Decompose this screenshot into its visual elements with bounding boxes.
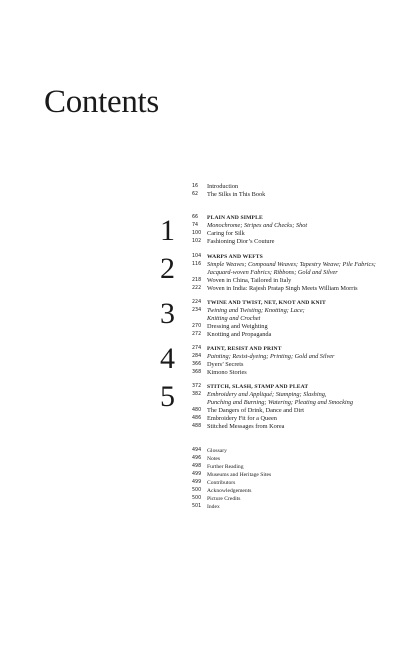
toc-entry-continued[interactable]: [192, 315, 415, 323]
page-number: 284: [192, 354, 202, 359]
entry-title: Contributors: [207, 480, 236, 486]
chapter-number-3: 3: [160, 297, 175, 330]
toc-entry[interactable]: [192, 415, 415, 423]
entry-title: The Silks in This Book: [207, 191, 266, 198]
chapter-number-5: 5: [160, 380, 175, 413]
page-number: 272: [192, 332, 202, 337]
toc-entry[interactable]: [192, 463, 415, 471]
page-number: 499: [192, 480, 202, 485]
entry-title: Woven in India: Rajesh Pratap Singh Meets William Morris: [207, 285, 358, 292]
entry-title: Picture Credits: [207, 496, 241, 502]
toc-entry[interactable]: [192, 222, 415, 230]
entry-title: Museums and Heritage Sites: [207, 472, 272, 478]
toc-entry[interactable]: [192, 238, 415, 246]
toc-entry[interactable]: [192, 369, 415, 377]
toc-entry[interactable]: [192, 307, 415, 315]
toc-entry[interactable]: [192, 277, 415, 285]
chapter-heading[interactable]: [192, 383, 415, 391]
chapter-title: PLAIN AND SIMPLE: [207, 215, 263, 221]
entry-title: Monochrome; Stripes and Checks; Shot: [207, 222, 308, 229]
page-number: 486: [192, 416, 202, 421]
toc-entry[interactable]: [192, 479, 415, 487]
toc-entry[interactable]: [192, 407, 415, 415]
toc-entry[interactable]: [192, 331, 415, 339]
page-number: 494: [192, 448, 202, 453]
toc-entry[interactable]: [192, 183, 415, 191]
page-number: 104: [192, 254, 202, 259]
toc-entry[interactable]: [192, 391, 415, 399]
page-number: 500: [192, 488, 202, 493]
entry-title: Kimono Stories: [207, 369, 247, 376]
chapter-1-section: [192, 214, 415, 246]
toc-entry[interactable]: [192, 503, 415, 511]
page-number: 74: [192, 223, 199, 228]
chapter-title: PAINT, RESIST AND PRINT: [207, 346, 282, 352]
entry-title: Index: [207, 504, 220, 510]
chapter-number-4: 4: [160, 342, 175, 375]
chapter-number-2: 2: [160, 252, 175, 285]
chapter-4-section: [192, 345, 415, 377]
entry-title: Jacquard-woven Fabrics; Ribbons; Gold and Silver: [207, 269, 338, 276]
chapter-heading[interactable]: [192, 299, 415, 307]
toc-entry[interactable]: [192, 285, 415, 293]
entry-title: Twining and Twisting; Knotting; Lace;: [207, 307, 305, 314]
toc-entry[interactable]: [192, 471, 415, 479]
toc-entry-continued[interactable]: [192, 399, 415, 407]
toc-entry[interactable]: [192, 191, 415, 199]
page-number: 372: [192, 384, 202, 389]
chapter-title: WARPS AND WEFTS: [207, 254, 263, 260]
page-number: 62: [192, 192, 199, 197]
page-number: 16: [192, 184, 199, 189]
entry-title: Caring for Silk: [207, 230, 245, 237]
toc-entry[interactable]: [192, 423, 415, 431]
entry-title: Stitched Messages from Korea: [207, 423, 285, 430]
entry-title: Painting; Resist-dyeing; Printing; Gold and Silver: [207, 353, 335, 360]
page-number: 270: [192, 324, 202, 329]
page-number: 102: [192, 239, 202, 244]
chapter-5-section: [192, 383, 415, 431]
entry-title: Acknowledgements: [207, 488, 252, 494]
page-number: 501: [192, 504, 202, 509]
toc-entry[interactable]: [192, 361, 415, 369]
entry-title: Fashioning Dior’s Couture: [207, 238, 275, 245]
page-number: 66: [192, 215, 199, 220]
entry-title: Dyers’ Secrets: [207, 361, 244, 368]
entry-title: Dressing and Weighting: [207, 323, 268, 330]
chapter-title: STITCH, SLASH, STAMP AND PLEAT: [207, 384, 309, 390]
page-number: 498: [192, 464, 202, 469]
entry-title: Embroidery and Appliqué; Stamping; Slashing,: [207, 391, 327, 398]
page-number: 224: [192, 300, 202, 305]
entry-title: Embroidery Fit for a Queen: [207, 415, 277, 422]
toc-entry[interactable]: [192, 230, 415, 238]
page-title: Contents: [44, 84, 159, 120]
toc-entry[interactable]: [192, 447, 415, 455]
toc-entry[interactable]: [192, 261, 415, 269]
page-number: 100: [192, 231, 202, 236]
entry-title: The Dangers of Drink, Dance and Dirt: [207, 407, 305, 414]
page-number: 366: [192, 362, 202, 367]
entry-title: Introduction: [207, 183, 239, 190]
page-number: 274: [192, 346, 202, 351]
page-number: 218: [192, 278, 202, 283]
entry-title: Knitting and Crochet: [207, 315, 261, 322]
chapter-heading[interactable]: [192, 253, 415, 261]
chapter-3-section: [192, 299, 415, 339]
chapter-number-1: 1: [160, 214, 175, 247]
entry-title: Notes: [207, 456, 221, 462]
page-number: 500: [192, 496, 202, 501]
page-number: 382: [192, 392, 202, 397]
toc-entry[interactable]: [192, 353, 415, 361]
toc-entry[interactable]: [192, 323, 415, 331]
entry-title: Punching and Burning; Watering; Pleating and Smocking: [207, 399, 353, 406]
toc-entry[interactable]: [192, 455, 415, 463]
toc-entry[interactable]: [192, 495, 415, 503]
chapter-heading[interactable]: [192, 214, 415, 222]
toc-entry-continued[interactable]: [192, 269, 415, 277]
page-number: 116: [192, 262, 202, 267]
chapter-title: TWINE AND TWIST, NET, KNOT AND KNIT: [207, 300, 326, 306]
back-matter-section: [192, 447, 415, 511]
entry-title: Glossary: [207, 448, 227, 454]
page-number: 499: [192, 472, 202, 477]
entry-title: Knotting and Propaganda: [207, 331, 272, 338]
chapter-2-section: [192, 253, 415, 293]
page-number: 234: [192, 308, 202, 313]
page-number: 368: [192, 370, 202, 375]
page-number: 488: [192, 424, 202, 429]
page-number: 222: [192, 286, 202, 291]
entry-title: Simple Weaves; Compound Weaves; Tapestry Weave; Pile Fabrics;: [207, 261, 376, 268]
chapter-heading[interactable]: [192, 345, 415, 353]
page-number: 496: [192, 456, 202, 461]
toc-entry[interactable]: [192, 487, 415, 495]
page-number: 480: [192, 408, 202, 413]
entry-title: Woven in China, Tailored in Italy: [207, 277, 292, 284]
entry-title: Further Reading: [207, 464, 244, 470]
intro-section: [192, 183, 415, 199]
